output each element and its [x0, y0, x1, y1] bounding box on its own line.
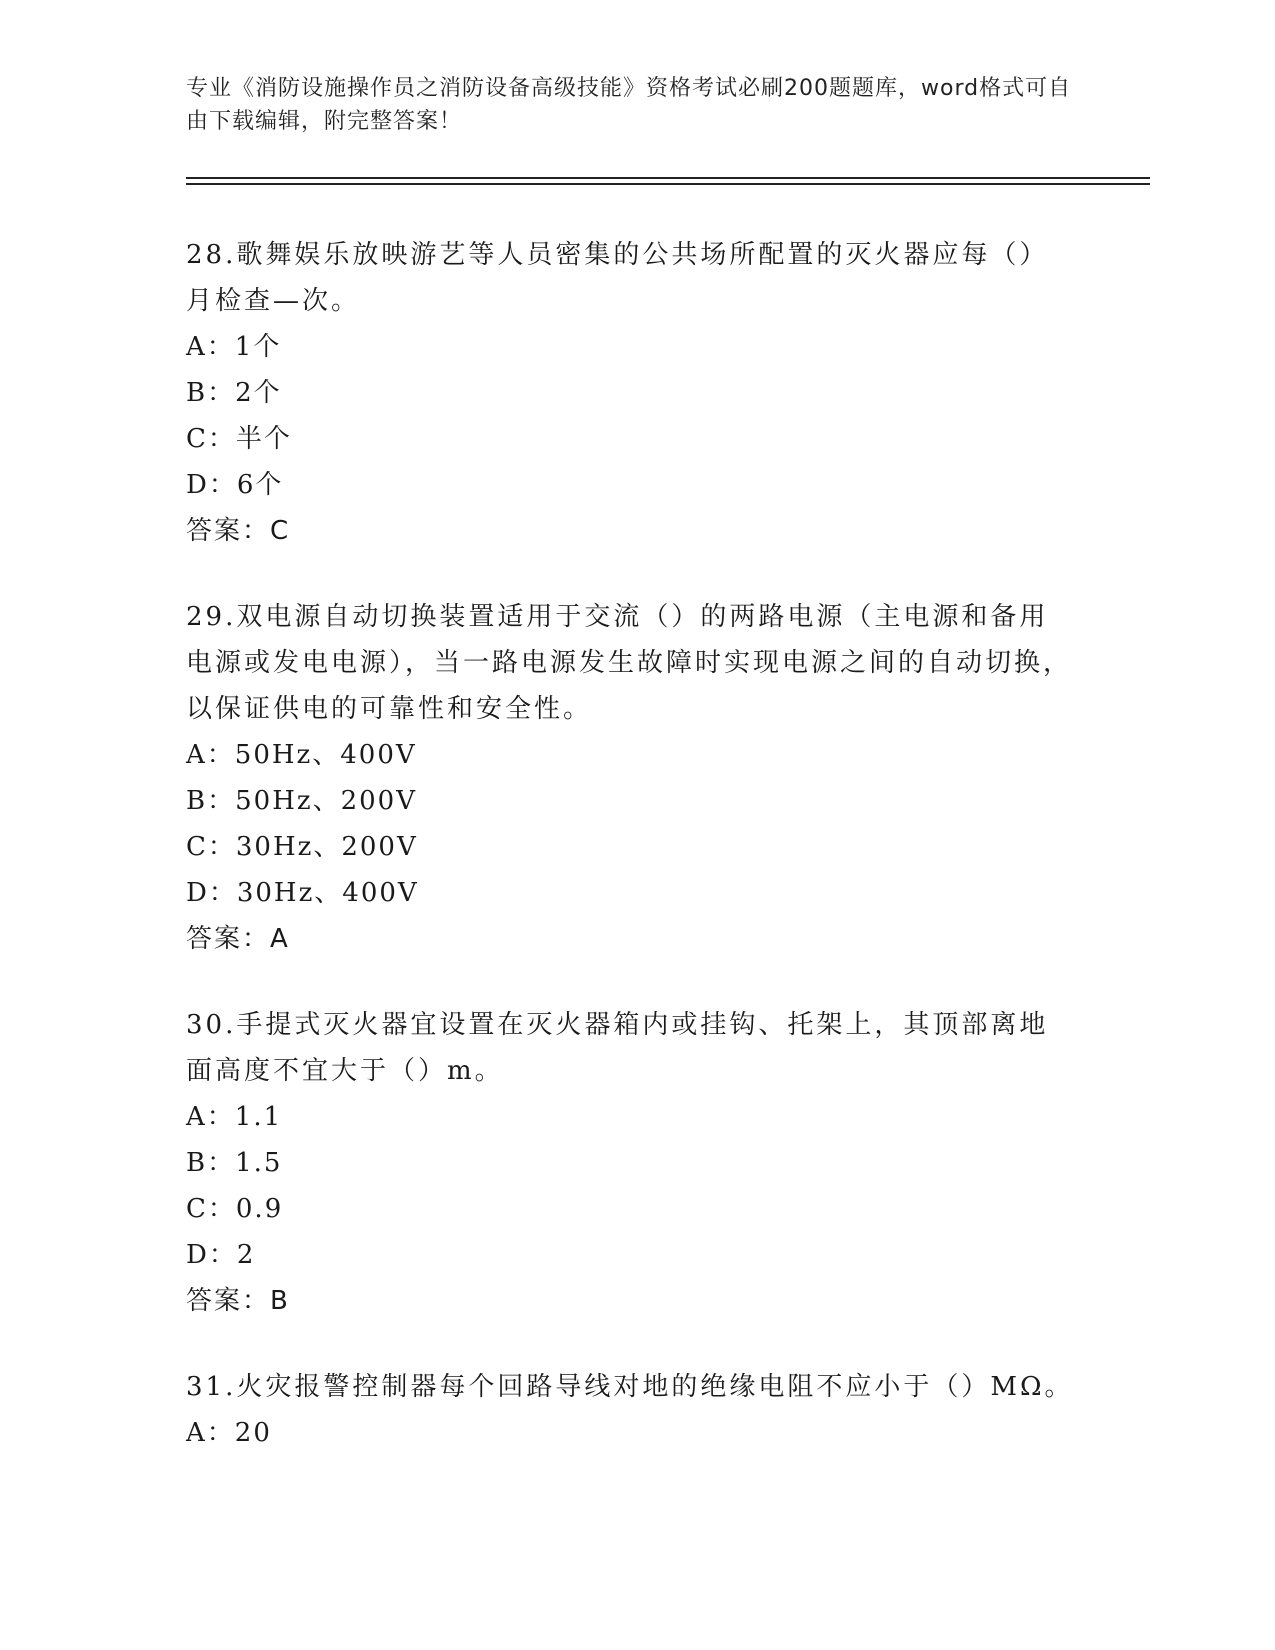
option-b: B：2个: [186, 378, 282, 408]
header-rule-bottom: [186, 183, 1150, 185]
option-d: D：30Hz、400V: [186, 878, 419, 908]
option-d: D：2: [186, 1240, 256, 1270]
option-c: C：0.9: [186, 1194, 284, 1224]
option-c: C：半个: [186, 424, 292, 454]
document-header: 专业《消防设施操作员之消防设备高级技能》资格考试必刷200题题库，word格式可自由下载编辑，附完整答案！: [186, 76, 1072, 134]
option-a: A：1个: [186, 332, 282, 362]
question-28: [186, 232, 1076, 554]
question-list: [186, 232, 1076, 1496]
question-stem: 28.歌舞娱乐放映游艺等人员密集的公共场所配置的灭火器应每（）月检查—次。: [186, 240, 1049, 316]
question-31: [186, 1364, 1076, 1456]
question-stem: 30.手提式灭火器宜设置在灭火器箱内或挂钩、托架上，其顶部离地面高度不宜大于（）m。: [186, 1010, 1049, 1086]
question-29: [186, 594, 1076, 962]
answer-line: 答案：A: [186, 924, 290, 954]
option-b: B：50Hz、200V: [186, 786, 417, 816]
header-rule-top: [186, 177, 1150, 179]
answer-line: 答案：C: [186, 516, 291, 546]
option-c: C：30Hz、200V: [186, 832, 418, 862]
question-stem: 31.火灾报警控制器每个回路导线对地的绝缘电阻不应小于（）MΩ。: [186, 1372, 1074, 1402]
option-d: D：6个: [186, 470, 284, 500]
option-b: B：1.5: [186, 1148, 283, 1178]
question-stem: 29.双电源自动切换装置适用于交流（）的两路电源（主电源和备用电源或发电电源），当一路电源发生故障时实现电源之间的自动切换，以保证供电的可靠性和安全性。: [186, 602, 1073, 724]
option-a: A：50Hz、400V: [186, 740, 417, 770]
question-30: [186, 1002, 1076, 1324]
option-a: A：20: [186, 1418, 272, 1448]
option-a: A：1.1: [186, 1102, 283, 1132]
answer-line: 答案：B: [186, 1286, 290, 1316]
